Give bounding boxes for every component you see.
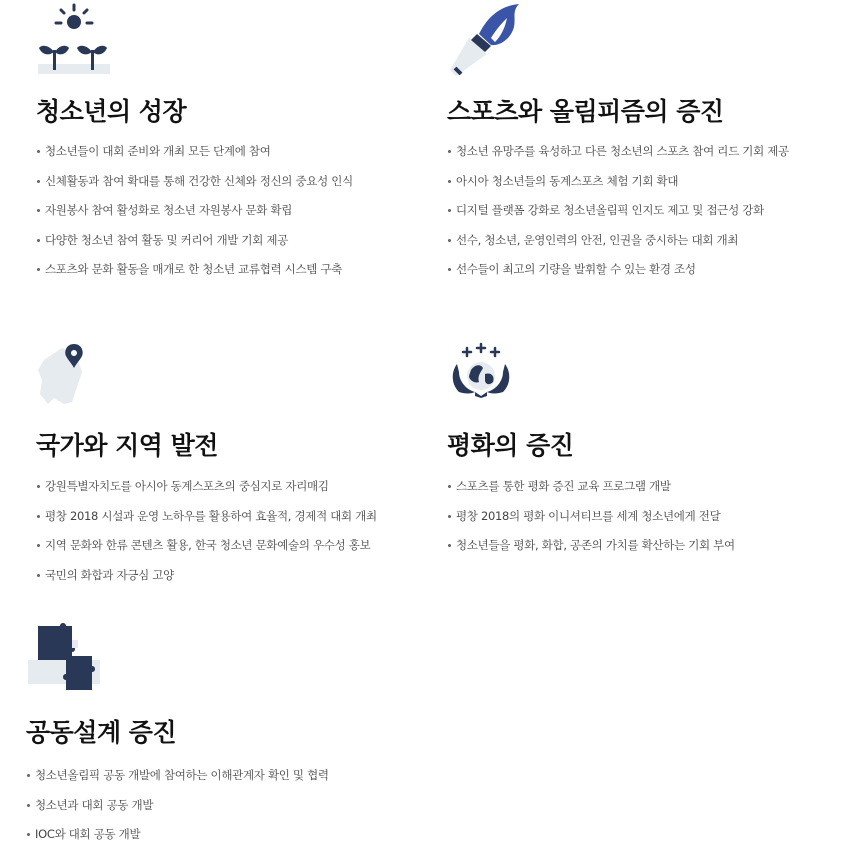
bullet-list [447, 478, 735, 567]
list-item: 평창 2018 시설과 운영 노하우를 활용하여 효율적, 경제적 대회 개최 [36, 508, 377, 524]
section-sports-olympism [447, 0, 866, 290]
list-item: 디지털 플랫폼 강화로 청소년올림픽 인지도 제고 및 접근성 강화 [447, 202, 789, 218]
list-item: 지역 문화와 한류 콘텐츠 활용, 한국 청소년 문화예술의 우수성 홍보 [36, 537, 377, 553]
list-item: 평창 2018의 평화 이니셔티브를 세계 청소년에게 전달 [447, 508, 735, 524]
bullet-list [447, 143, 789, 291]
list-item: 스포츠를 통한 평화 증진 교육 프로그램 개발 [447, 478, 735, 494]
torch-icon [447, 0, 527, 72]
globe-laurel-icon [447, 342, 527, 414]
section-title: 공동설계 증진 [26, 718, 177, 747]
list-item: 청소년 유망주를 육성하고 다른 청소년의 스포츠 참여 리드 기회 제공 [447, 143, 789, 159]
list-item: 선수, 청소년, 운영인력의 안전, 인권을 중시하는 대회 개최 [447, 232, 789, 248]
section-peace [447, 342, 866, 572]
list-item: 청소년들을 평화, 화합, 공존의 가치를 확산하는 기회 부여 [447, 537, 735, 553]
list-item: 자원봉사 참여 활성화로 청소년 자원봉사 문화 확립 [36, 202, 353, 218]
section-title: 스포츠와 올림피즘의 증진 [447, 97, 724, 126]
list-item: 청소년과 대회 공동 개발 [26, 797, 329, 813]
list-item: 선수들이 최고의 기량을 발휘할 수 있는 환경 조성 [447, 261, 789, 277]
map-pin-icon [36, 342, 116, 414]
bullet-list [26, 767, 329, 856]
list-item: 청소년올림픽 공동 개발에 참여하는 이해관계자 확인 및 협력 [26, 767, 329, 783]
section-title: 평화의 증진 [447, 431, 574, 460]
list-item: 국민의 화합과 자긍심 고양 [36, 567, 377, 583]
section-youth-growth [36, 0, 436, 290]
section-national-regional [36, 342, 446, 592]
list-item: 스포츠와 문화 활동을 매개로 한 청소년 교류협력 시스템 구축 [36, 261, 353, 277]
list-item: 신체활동과 참여 확대를 통해 건강한 신체와 정신의 중요성 인식 [36, 173, 353, 189]
list-item: 아시아 청소년들의 동계스포츠 체험 기회 확대 [447, 173, 789, 189]
section-title: 청소년의 성장 [36, 97, 187, 126]
section-co-design [26, 620, 466, 847]
bullet-list [36, 478, 377, 596]
list-item: IOC와 대회 공동 개발 [26, 826, 329, 842]
section-title: 국가와 지역 발전 [36, 431, 218, 460]
list-item: 청소년들이 대회 준비와 개최 모든 단계에 참여 [36, 143, 353, 159]
list-item: 강원특별자치도를 아시아 동계스포츠의 중심지로 자리매김 [36, 478, 377, 494]
puzzle-icon [26, 620, 106, 692]
sun-sprouts-icon [36, 0, 116, 72]
list-item: 다양한 청소년 참여 활동 및 커리어 개발 기회 제공 [36, 232, 353, 248]
bullet-list [36, 143, 353, 291]
